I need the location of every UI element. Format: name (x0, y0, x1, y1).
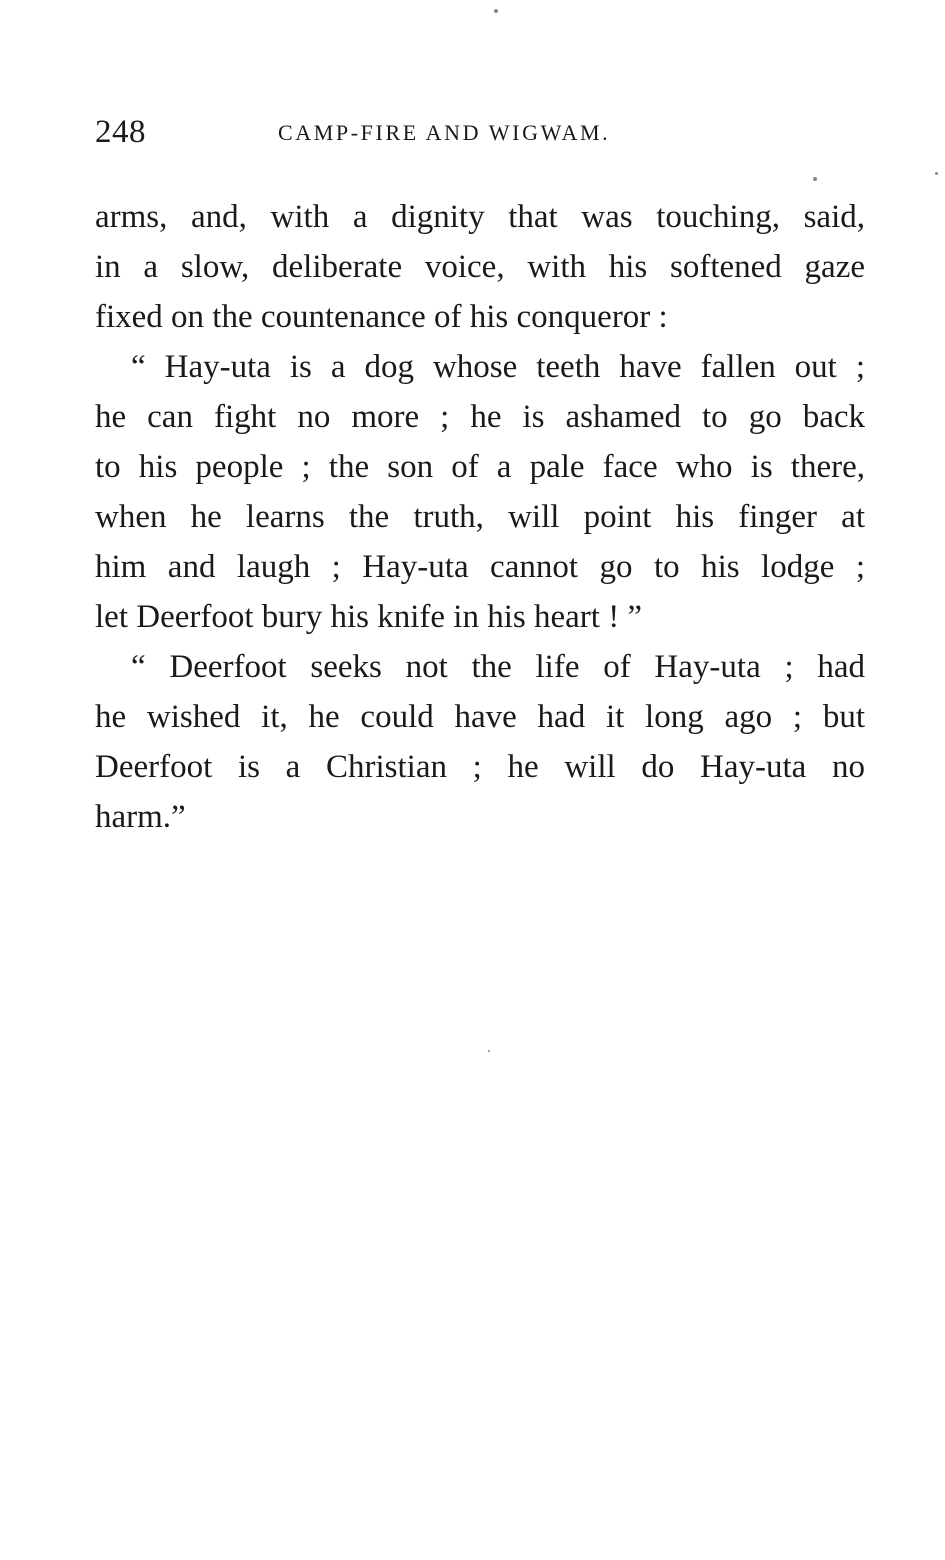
text-line: in a slow, deliberate voice, with his softened gaze (95, 249, 865, 285)
print-speck (813, 177, 817, 181)
text-line: harm.” (95, 799, 186, 835)
page-header (95, 112, 865, 152)
paragraph (95, 342, 865, 642)
print-speck (494, 9, 498, 13)
page-number: 248 (95, 114, 146, 150)
text-line: arms, and, with a dignity that was touching, said, (95, 199, 865, 235)
print-speck (935, 172, 938, 175)
body-text (95, 192, 865, 842)
text-line: to his people ; the son of a pale face who is there, (95, 449, 865, 485)
text-line: when he learns the truth, will point his finger at (95, 499, 865, 535)
text-line: Deerfoot is a Christian ; he will do Hay-uta no (95, 749, 865, 785)
paragraph (95, 192, 865, 342)
text-line: fixed on the countenance of his conqueror : (95, 299, 668, 335)
running-head: CAMP-FIRE AND WIGWAM. (278, 120, 611, 145)
text-line: let Deerfoot bury his knife in his heart ! ” (95, 599, 643, 635)
paragraph (95, 642, 865, 842)
text-line: he wished it, he could have had it long ago ; but (95, 699, 865, 735)
text-line: him and laugh ; Hay-uta cannot go to his lodge ; (95, 549, 865, 585)
text-line: “ Deerfoot seeks not the life of Hay-uta ; had (131, 649, 865, 685)
text-line: “ Hay-uta is a dog whose teeth have fallen out ; (131, 349, 865, 385)
text-line: he can fight no more ; he is ashamed to go back (95, 399, 865, 435)
print-speck (488, 1050, 490, 1052)
